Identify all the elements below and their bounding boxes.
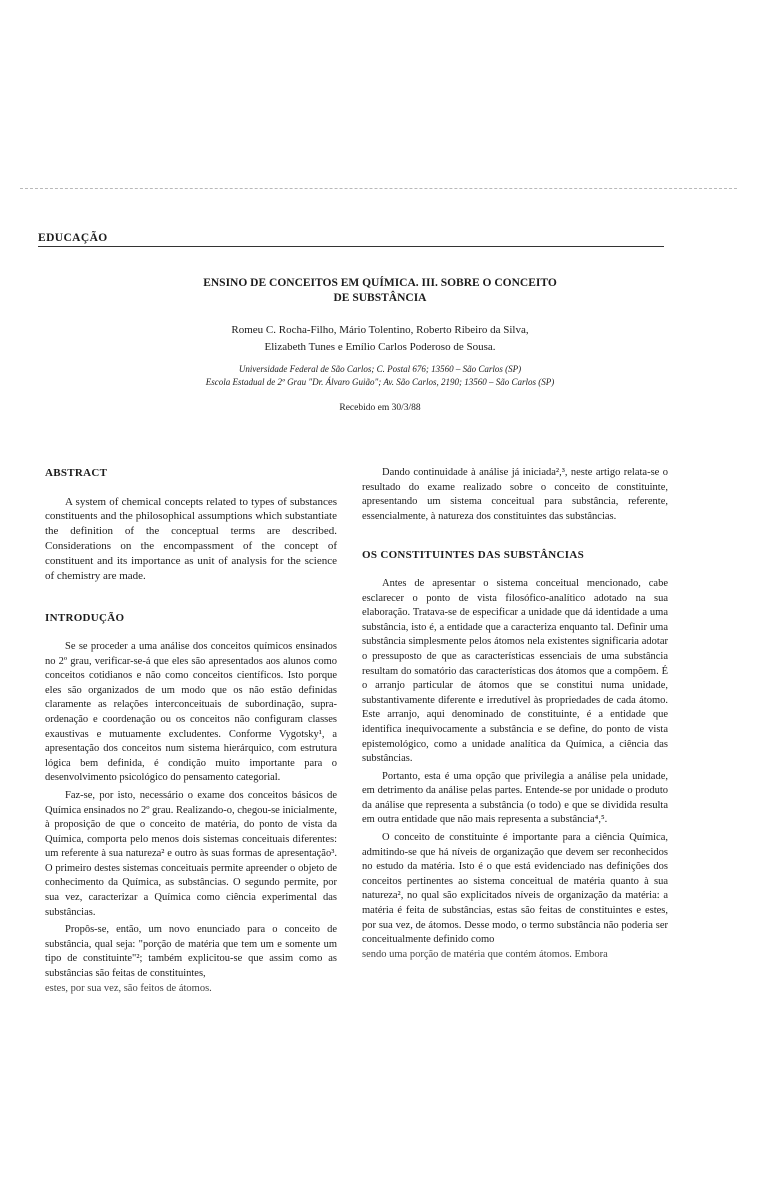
affiliation-line-1: Universidade Federal de São Carlos; C. Postal 676; 13560 – São Carlos (SP) [238,364,522,374]
introduction-heading: INTRODUÇÃO [45,612,125,625]
constituents-heading: OS CONSTITUINTES DAS SUBSTÂNCIAS [362,549,585,562]
intro-paragraph-1: Se se proceder a uma análise dos conceitos químicos ensinados no 2º grau, verificar-se-á que eles são apresentados aos alunos como conceitos cotidianos e não como conceitos científicos. Isto porque eles são organizados de um modo que os não estão definidas claramente as relações interconceituais de subordinação, supra-ordenação e coordenação ou os conceitos não configuram classes exaustivas e mutuamente excludentes. Conforme Vygotsky¹, a apresentação dos conceitos num sistema hierárquico, com estrutura lógica bem definida, é condição muito importante para o desenvolvimento psicológico do pensamento categorial. [45,640,337,784]
constituents-paragraph-3: O conceito de constituinte é importante para a ciência Química, admitindo-se que há níveis de organização que devem ser reconhecidos no estudo da matéria. Isto é o que está evidenciado nas definições dos conceitos pertinentes ao sistema conceitual de matéria quanto à sua natureza², no qual são explicitados níveis de organização da matéria: a matéria é feita de substâncias, estas são feitas de constituintes e estes, por sua vez, de átomos. Desse modo, o termo substância não poderia ser conceitualmente definido como [362,832,668,946]
header-rule [38,246,664,247]
intro-paragraph-3: Propôs-se, então, um novo enunciado para o conceito de substância, qual seja: "porção de matéria que tem um e somente um tipo de constituinte"²; também explicitou-se que assim como as substâncias são feitas de constituintes, [45,924,337,980]
intro-paragraph-2: Faz-se, por isto, necessário o exame dos conceitos básicos de Química ensinados no 2º grau. Realizando-o, chegou-se inicialmente, à proposição de que o conceito de matéria, do ponto de vista da Química, comporta pelo menos dois sistemas conceituais diferentes: um referente à sua natureza² e outro às suas formas de apresentação³. O primeiro destes sistemas conceituais permite apreender o objeto de conhecimento da Química, as substâncias. O segundo permite, por sua vez, caracterizar a Química como ciência experimental das substâncias. [45,789,337,918]
affiliation-line-2: Escola Estadual de 2º Grau "Dr. Álvaro Guião"; Av. São Carlos, 2190; 13560 – São Carlos (SP) [205,376,555,387]
authors-line-1: Romeu C. Rocha-Filho, Mário Tolentino, Roberto Ribeiro da Silva, [231,324,529,336]
constituents-paragraph-1: Antes de apresentar o sistema conceitual mencionado, cabe esclarecer o ponto de vista filosófico-analítico adotado na sua elaboração. Tratava-se de especificar a unidade que dá identidade a uma substância, isto é, a entidade que a caracteriza enquanto tal. Definir uma substância simplesmente pelos átomos nela existentes significaria adotar o pressuposto de que as características essenciais de uma substância resultam do somatório das características dos átomos que a compõem. É o arranjo particular de átomos que se constitui numa unidade, substantivamente diferente e irredutível às propriedades de cada átomo. Este arranjo, aqui denominado de constituinte, é a entidade que identifica inequivocamente a substância e se define, do ponto de vista epistemológico, como a unidade analítica da Química, a ciência das substâncias. [362,577,668,765]
received-date: Recebido em 30/3/88 [339,403,421,413]
constituents-paragraph-2: Portanto, esta é uma opção que privilegia a análise pela unidade, em detrimento da análise pelas partes. Entende-se por unidade o produto da análise que representa a substância (o todo) e que se dividida resulta em outra entidade que não mais representa a substância⁴,⁵. [362,770,668,826]
scan-artifact-line [20,188,737,189]
right-column [362,466,668,962]
title-line-1: ENSINO DE CONCEITOS EM QUÍMICA. III. SOBRE O CONCEITO [203,277,557,289]
abstract-heading: ABSTRACT [45,467,108,479]
abstract-text: A system of chemical concepts related to types of substances constituents and the philosophical assumptions which substantiate the definition of the conceptual terms are described. Considerations on the encompassment of the concept of constituent and its importance as unit of analysis for the science of chemistry are made. [45,495,337,582]
authors [130,322,630,356]
section-tag: EDUCAÇÃO [38,232,108,244]
intro-paragraph-3-cut-line: estes, por sua vez, são feitos de átomos. [45,982,212,994]
article-title [130,276,630,305]
constituents-paragraph-3-cut-line: sendo uma porção de matéria que contém átomos. Embora [362,948,608,960]
authors-line-2: Elizabeth Tunes e Emílio Carlos Poderoso de Sousa. [264,341,496,353]
affiliations [70,363,690,388]
title-line-2: DE SUBSTÂNCIA [333,291,427,304]
opening-paragraph: Dando continuidade à análise já iniciada²,³, neste artigo relata-se o resultado do exame realizado sobre o conceito de constituinte, apresentando um sistema conceitual para substância, referente, essencialmente, à natureza dos constituintes das substâncias. [362,467,668,522]
left-column [45,466,337,996]
